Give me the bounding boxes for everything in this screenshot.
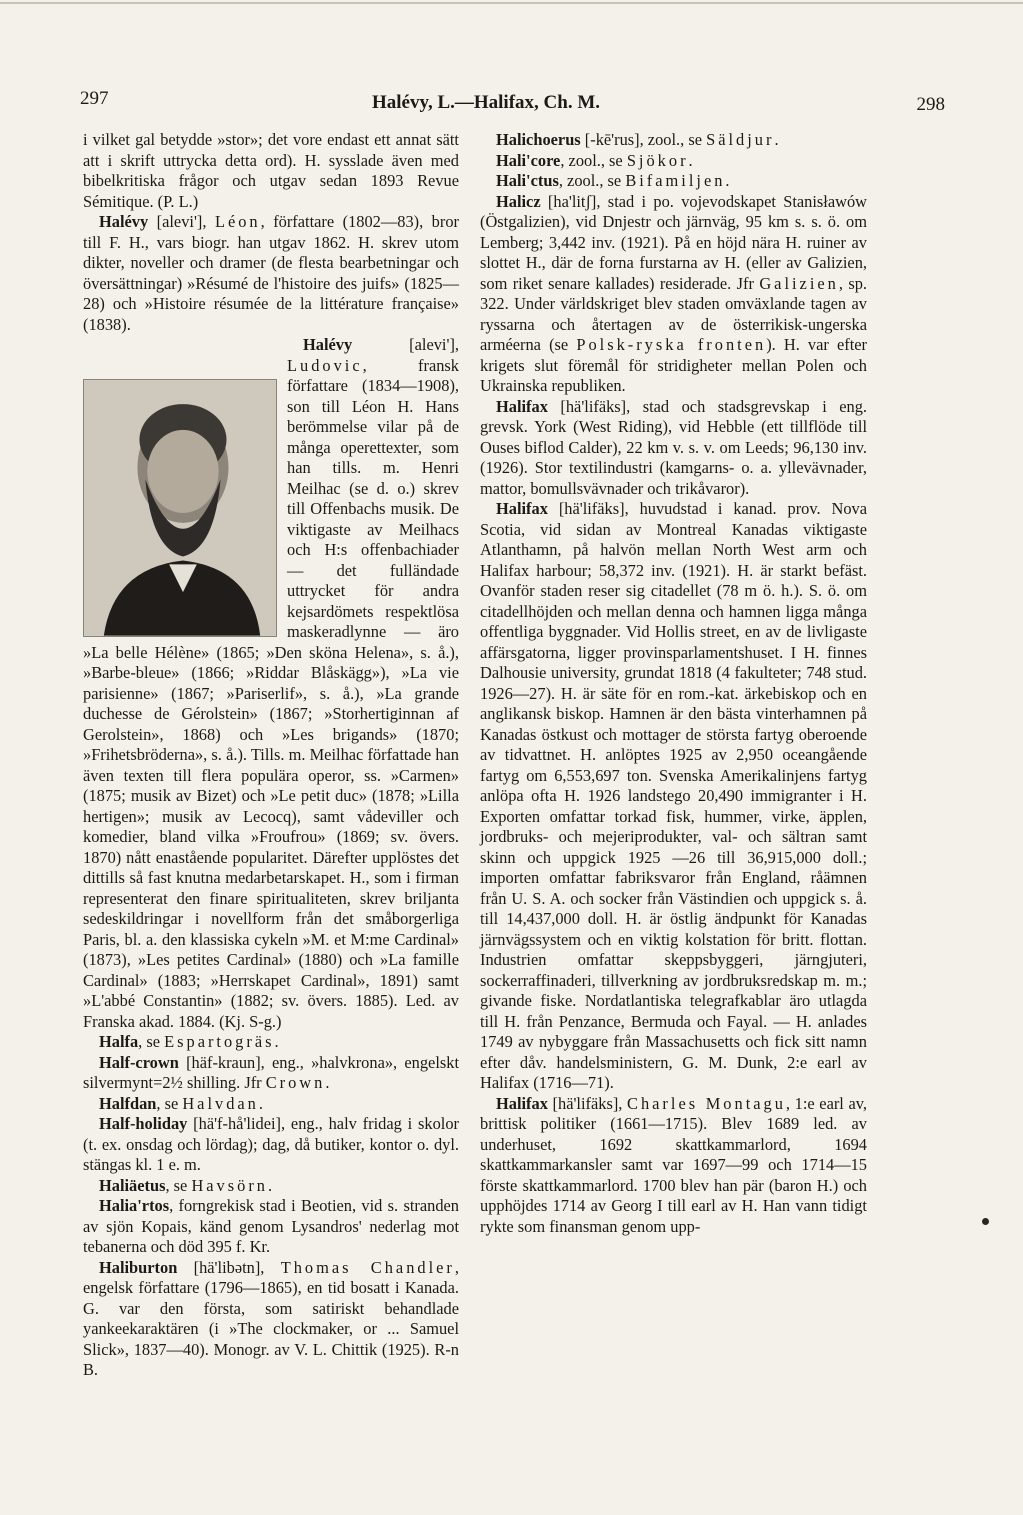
page-number-right: 298: [916, 94, 945, 115]
entry-headword: Halichoerus: [496, 130, 581, 149]
entry-halicz: [480, 192, 867, 397]
entry-text: [hä'f-hå'lidei], eng., halv fridag i skolor (t. ex. onsdag och lördag); dag, då butiker, kontor o. dyl. stängas kl. 1 e. m.: [83, 1114, 459, 1174]
entry-headword: Haliburton: [99, 1257, 178, 1277]
entry-headword: Halicz: [496, 191, 541, 211]
entry-text: [hä'lifäks], stad och stadsgrevskap i eng. grevsk. York (West Riding), vid Hebble (ett tillflöde till Ouses biflod Calder), 22 km v. s. v. om Leeds; 96,130 inv. (1926). Stor textilindustri (kamgarns- o. a. yllevävnader, mattor, bomullsvävnader och trikåvaror).: [480, 396, 867, 498]
entry-text: , zool., se: [558, 171, 626, 190]
entry-halifax-charles: [480, 1094, 867, 1238]
margin-mark: [982, 1218, 989, 1225]
pronunciation: [hä'libətn],: [177, 1257, 281, 1277]
cross-reference: Halvdan: [182, 1093, 259, 1113]
person-name: Thomas Chandler: [280, 1257, 455, 1277]
right-column: [480, 130, 867, 1237]
entry-headword: Halia'rtos: [99, 1196, 170, 1215]
entry-halevy-leon: [83, 212, 459, 335]
entry-haliaetus: [83, 1176, 459, 1197]
entry-halifax-city: [480, 499, 867, 1094]
cross-reference: Sjökor: [626, 150, 689, 170]
person-name: Léon: [214, 212, 261, 231]
entry-text: , zool., se: [560, 150, 627, 170]
person-name: Ludovic: [287, 355, 363, 375]
person-name: Charles Montagu: [627, 1093, 786, 1113]
entry-text: , forngrekisk stad i Beotien, vid s. stranden av sjön Kopais, känd genom Lysandros' nederlag mot tebanerna och död 395 f. Kr.: [83, 1196, 459, 1256]
entry-text: .: [325, 1073, 330, 1092]
running-title: Halévy, L.—Halifax, Ch. M.: [372, 92, 600, 113]
cross-reference: Galizien: [759, 273, 839, 293]
entry-text: .: [774, 130, 779, 149]
entry-headword: Halfdan: [99, 1093, 157, 1113]
pronunciation: [alevi'],: [352, 335, 459, 354]
entry-headword: Halifax: [496, 396, 548, 416]
entry-headword: Half-crown: [99, 1052, 179, 1072]
entry-text: , se: [156, 1093, 183, 1113]
entry-halfa: [83, 1032, 459, 1053]
left-column: [83, 130, 459, 1381]
scan-edge-line: [0, 2, 1023, 4]
pronunciation: [alevi'],: [148, 212, 215, 231]
entry-headword: Halifax: [496, 1093, 548, 1113]
entry-headword: Half-holiday: [99, 1114, 188, 1133]
entry-text: , engelsk författare (1796—1865), en tid bosatt i Kanada. G. var den första, som satiriskt behandlade yankeekaraktären (i »The clockmaker, or ... Samuel Slick», 1837—40). Monogr. av V. L. Chittik (1925). R-n B.: [83, 1257, 459, 1379]
entry-text: .: [725, 171, 730, 190]
entry-headword: Halévy: [99, 212, 149, 231]
entry-headword: Halévy: [303, 335, 353, 354]
pronunciation: [hä'lifäks],: [547, 1093, 628, 1113]
entry-half-holiday: [83, 1114, 459, 1176]
entry-text: .: [688, 150, 693, 170]
entry-halictus: [480, 171, 867, 192]
entry-halichoerus: [480, 130, 867, 151]
entry-halifax-town: [480, 397, 867, 500]
entry-haliburton: [83, 1258, 459, 1381]
entry-text: , fransk författare (1834—1908), son till Léon H. Hans berömmelse vilar på de många operettexter, som han tills. m. Henri Meilhac (se d. o.) skrev till Offenbachs musik. De viktigaste av Meilhacs och H:s offenbachiader — det fulländade uttrycket för andra kejsardömets respektlösa maskeradlynne — äro »La belle Hélène» (1865; »Den sköna Helena», s. å.), »Barbe-bleue» (1866; »Riddar Blåskägg»), »La vie parisienne» (1867; »Pariserlif», s. å.), »La grande duchesse de Gérolstein» (1867; »Storhertiginnan af Gerolstein», 1868) och »Les brigands» (1870; »Frihetsbröderna», s. å.). Tills. m. Meilhac författade han även texten till flera populära operor, ss. »Carmen» (1875; musik av Bizet) och »Le petit duc» (1878; »Lilla hertigen»; musik av Lecocq), samt vådeviller och komedier, bland vilka »Froufrou» (1869; sv. övers. 1870) nått enastående popularitet. Därefter upplöstes det dittills så fast knutna medarbetarskapet. H., som i firman representerat den finare spiritualiteten, skrev briljanta sedeskildringar i novellform från det småborgerliga Paris, bl. a. den klassiska cykeln »M. et M:me Cardinal» (1873), »Les petites Cardinal» (1880) och »La famille Cardinal» (1883; »Herrskapet Cardinal», 1891) samt »L'abbé Constantin» (1882; sv. övers. 1885). Led. av Franska akad. 1884. (Kj. S-g.): [83, 355, 459, 1031]
entry-text: , 1:e earl av, brittisk politiker (1661—1715). Blev 1689 led. av underhuset, 1692 skattkammarlord, 1694 skattkammarkansler samt var 1697—99 och 1714—15 förste skattkammarlord. 1700 blev han pär (baron H.) och upphöjdes 1714 av Georg I till earl av H. Han vann tidigt rykte som finansman genom upp-: [480, 1093, 867, 1236]
portrait-image: [83, 379, 277, 637]
entry-halfdan: [83, 1094, 459, 1115]
entry-half-crown: [83, 1053, 459, 1094]
entry-headword: Haliäetus: [99, 1175, 166, 1195]
cross-reference: Crown: [265, 1073, 326, 1092]
entry-text: [häf-kraun], eng., »halvkrona», engelskt silvermynt=2½ shilling. Jfr: [83, 1052, 459, 1092]
entry-continuation: i vilket gal betydde »stor»; det vore endast ett annat sätt att i skrift uttrycka detta ord). H. sysslade även med bibelkritiska frågor och utgav sedan 1893 Revue Sémitique. (P. L.): [83, 130, 459, 211]
entry-headword: Halifax: [496, 499, 548, 518]
entry-headword: Hali'ctus: [496, 171, 559, 190]
entry-text: .: [258, 1093, 263, 1113]
entry-text: , se: [165, 1175, 192, 1195]
cross-reference: Espartogräs: [164, 1032, 275, 1051]
cross-reference: Havsörn: [191, 1175, 268, 1195]
entry-text: .: [267, 1175, 273, 1195]
page-header: [80, 88, 945, 118]
entry-headword: Hali'core: [496, 150, 561, 170]
entry-halicore: [480, 151, 867, 172]
page-number-left: 297: [80, 88, 109, 109]
entry-text: [hä'lifäks], huvudstad i kanad. prov. Nova Scotia, vid sidan av Montreal Kanadas viktigaste Atlanthamn, på halvön mellan North West arm och Halifax harbour; 58,372 inv. (1921). H. är starkt befäst. Ovanför staden reser sig citadellet (78 m ö. h.). S. ö. om citadellhöjden och mellan denna och hamnen ligga många offentliga byggnader. Vid Hollis street, en av de livligaste affärsgatorna, ligger provinsparlamentshuset. I H. finnes Dalhousie university, grundat 1818 (4 fakulteter; 748 stud. 1926—27). H. är säte för en rom.-kat. ärkebiskop och en anglikansk biskop. Hamnen är den bästa vinterhamnen på Kanadas östkust och mottager de största fartyg oberoende av tidvattnet. H. anlöptes 1925 av 2,950 oceangående fartyg om 6,553,697 ton. Svenska Amerikalinjens fartyg anlöpa ofta H. 1926 landstego 20,490 immigranter i H. Exporten omfattar torkad fisk, hummer, virke, äpplen, jordbruks- och mejeriprodukter, val- och sältran samt skinn och uppgick 1925 —26 till 36,915,000 doll.; importen omfattar fabriksvaror från England, råämnen från U. S. A. och socker från Västindien och uppgick s. å. till 14,437,000 doll. H. är östlig ändpunkt för Kanadas järnvägssystem och en viktig kolstation för britt. flottan. Industrien omfattar skeppsbyggeri, järngjuteri, sockerraffinaderi, tillverkning av jordbruksredskap m. m.; givande fiske. Nordatlantiska telegrafkablar äro utlagda till H. från Penzance, Bermuda och Fayal. — H. anlades 1749 av nybyggare från Massachusetts och fick sitt namn efter dåv. handelsministern, G. M. Dunk, 2:e earl av Halifax (1716—71).: [480, 499, 867, 1092]
cross-reference: Säldjur: [706, 130, 775, 149]
entry-text: ). H. var efter krigets slut föremål för stridigheter mellan Polen och Ukrainska republiken.: [480, 335, 867, 395]
entry-halevy-ludovic-wrap: [83, 335, 459, 1032]
entry-text: , sp. 322. Under världskriget blev staden omväxlande tagen av ryssarna och återtagen av de österrikisk-ungerska arméerna (se: [480, 273, 867, 354]
entry-headword: Halfa: [99, 1032, 139, 1051]
entry-haliartos: [83, 1196, 459, 1258]
cross-reference: Polsk-ryska fronten: [576, 335, 767, 354]
cross-reference: Bifamiljen: [625, 171, 726, 190]
entry-text: [-kē'rus], zool., se: [580, 130, 707, 149]
entry-text: [ha'litʃ], stad i po. vojevodskapet Stanisławów (Östgalizien), vid Dnjestr och järnväg, 95 km s. s. ö. om Lemberg; 3,442 inv. (1921). På en höjd nära H. ruiner av slottet H., där de forna furstarna av H. (eller av Galizien, som riket senare kallades) residerade. Jfr: [480, 191, 867, 293]
entry-text: , se: [138, 1032, 165, 1051]
entry-text: .: [274, 1032, 279, 1051]
entry-text: , författare (1802—83), bror till F. H., vars biogr. han utgav 1862. H. skrev utom dikter, noveller och dramer (de flesta bearbetningar och översättningar) »Résumé de l'histoire des juifs» (1825—28) och »Histoire résumée de la littérature française» (1838).: [83, 212, 459, 334]
